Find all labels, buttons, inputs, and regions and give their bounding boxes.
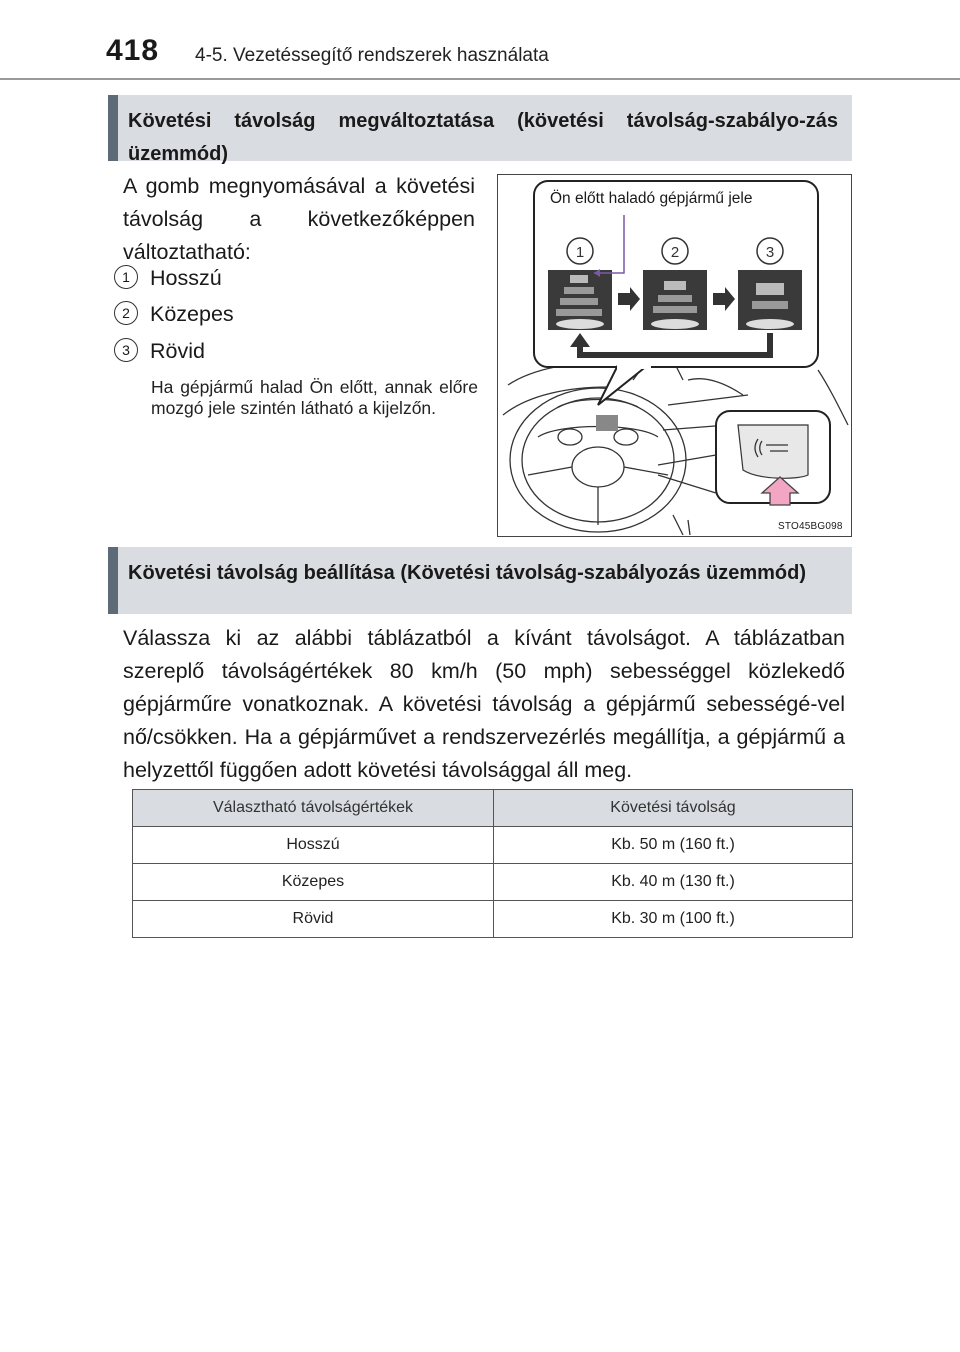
body-paragraph: Válassza ki az alábbi táblázatból a kívánt távolságot. A táblázatban szereplő távolságértékek 80 km/h (50 mph) sebességgel közlekedő gépjárműre vonatkoznak. A követési távolság a gépjármű sebességé-vel nő/csökken. Ha a gépjárművet a rendszervezérlés megállítja, a gépjármű a helyzettől függően adott követési távolsággal áll meg. bbox=[123, 626, 845, 782]
table-header-cell: Választható távolságértékek bbox=[133, 790, 494, 827]
option-label: Közepes bbox=[150, 302, 234, 326]
table-cell: Kb. 40 m (130 ft.) bbox=[494, 864, 853, 901]
option-label: Rövid bbox=[150, 339, 205, 363]
section-heading-accent bbox=[108, 95, 118, 161]
table-row bbox=[133, 864, 853, 901]
table-cell: Kb. 30 m (100 ft.) bbox=[494, 901, 853, 938]
step-number: 2 bbox=[670, 244, 680, 261]
table-cell: Közepes bbox=[133, 864, 494, 901]
illustration-distance-display bbox=[497, 174, 852, 537]
figure-callout-label: Ön előtt haladó gépjármű jele bbox=[550, 190, 753, 207]
display-panel-short bbox=[738, 270, 802, 330]
page-header bbox=[0, 0, 960, 80]
section-heading-change-distance bbox=[108, 95, 852, 165]
table-cell: Rövid bbox=[133, 901, 494, 938]
table-row bbox=[133, 827, 853, 864]
display-screen bbox=[596, 415, 618, 431]
table-row bbox=[133, 901, 853, 938]
option-short bbox=[114, 338, 205, 366]
distance-table bbox=[132, 789, 853, 938]
option-number: 1 bbox=[114, 265, 138, 289]
section-heading-title: Követési távolság megváltoztatása (követési távolság-szabályo-zás üzemmód) bbox=[128, 110, 838, 165]
option-long bbox=[114, 265, 222, 293]
option-number: 3 bbox=[114, 338, 138, 362]
step-number: 3 bbox=[765, 244, 775, 261]
table-header-row bbox=[133, 790, 853, 827]
intro-paragraph: A gomb megnyomásával a követési távolság a következőképpen változtatható: bbox=[123, 174, 475, 264]
note-text: Ha gépjármű halad Ön előtt, annak előre mozgó jele szintén látható a kijelzőn. bbox=[151, 377, 478, 418]
step-number: 1 bbox=[575, 244, 585, 261]
display-panel-medium bbox=[643, 270, 707, 330]
section-heading-set-distance bbox=[108, 547, 852, 614]
option-number: 2 bbox=[114, 301, 138, 325]
section-heading-title: Követési távolság beállítása (Követési távolság-szabályozás üzemmód) bbox=[128, 562, 807, 584]
option-label: Hosszú bbox=[150, 266, 222, 290]
callout-pointer-mask bbox=[617, 361, 651, 369]
table-header-cell: Követési távolság bbox=[494, 790, 853, 827]
illustration-svg bbox=[498, 175, 852, 537]
option-medium bbox=[114, 301, 234, 329]
table-cell: Hosszú bbox=[133, 827, 494, 864]
table-cell: Kb. 50 m (160 ft.) bbox=[494, 827, 853, 864]
chapter-title: 4-5. Vezetéssegítő rendszerek használata bbox=[195, 45, 549, 66]
header-divider bbox=[0, 78, 960, 80]
display-panel-long bbox=[548, 270, 612, 330]
page-number: 418 bbox=[106, 34, 160, 67]
section-heading-accent bbox=[108, 547, 118, 614]
figure-code: STO45BG098 bbox=[778, 521, 843, 532]
callout-pointer bbox=[598, 365, 648, 405]
